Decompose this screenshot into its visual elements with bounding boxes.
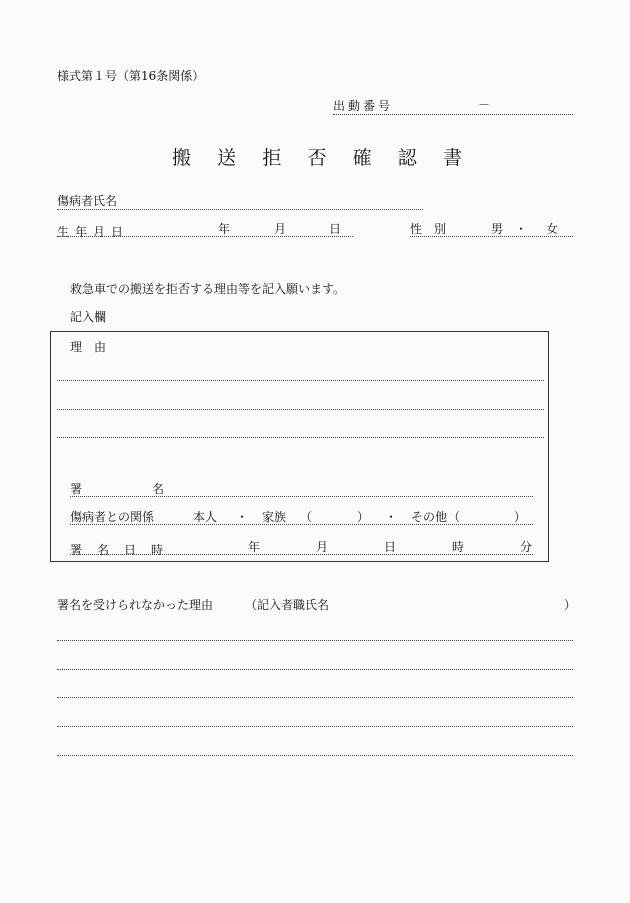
dob-char: 生 xyxy=(57,225,70,239)
relation-separator: ・ xyxy=(236,510,249,524)
sign-date-char: 日 xyxy=(123,543,136,557)
request-instruction: 救急車での搬送を拒否する理由等を記入願います。 xyxy=(70,282,346,296)
relation-family-open: （ xyxy=(300,510,313,524)
entry-box xyxy=(50,331,549,562)
dob-month-unit: 月 xyxy=(274,222,287,236)
unsigned-reason-line[interactable] xyxy=(57,669,573,670)
relation-label: 傷病者との関係 xyxy=(70,510,155,524)
dob-char: 年 xyxy=(74,225,87,239)
unsigned-reason-label: 署名を受けられなかった理由 xyxy=(57,598,214,612)
document-title xyxy=(172,143,462,169)
title-char: 認 xyxy=(397,147,417,169)
sex-male[interactable]: 男 xyxy=(491,222,504,236)
reason-line[interactable] xyxy=(57,380,544,381)
reason-line[interactable] xyxy=(57,437,544,438)
unsigned-reason-line[interactable] xyxy=(57,755,573,756)
sign-date-char: 名 xyxy=(96,543,109,557)
patient-name-label: 傷病者氏名 xyxy=(57,194,118,208)
dispatch-number-label: 出動番号 xyxy=(333,99,394,113)
dob-char: 月 xyxy=(92,225,105,239)
sign-day-unit: 日 xyxy=(384,540,397,554)
sign-year-unit: 年 xyxy=(248,540,261,554)
sign-date-field[interactable] xyxy=(70,554,533,555)
title-char: 否 xyxy=(307,147,327,169)
form-number: 様式第１号（第16条関係） xyxy=(57,69,205,83)
title-char: 書 xyxy=(442,147,462,169)
title-char: 確 xyxy=(352,147,372,169)
dob-field[interactable] xyxy=(57,236,353,237)
title-char: 送 xyxy=(217,147,237,169)
signature-field[interactable] xyxy=(70,496,533,497)
sign-hour-unit: 時 xyxy=(452,540,465,554)
dob-day-unit: 日 xyxy=(329,222,342,236)
entry-section-label: 記入欄 xyxy=(70,310,107,324)
signature-label-2: 名 xyxy=(152,482,165,496)
relation-other-open: （ xyxy=(448,510,461,524)
dob-year-unit: 年 xyxy=(218,222,231,236)
dispatch-number-separator: － xyxy=(478,98,491,112)
sex-female[interactable]: 女 xyxy=(546,222,559,236)
recorder-close-paren: ） xyxy=(564,598,577,612)
relation-family-close: ） xyxy=(357,510,370,524)
unsigned-reason-line[interactable] xyxy=(57,726,573,727)
dispatch-number-field[interactable] xyxy=(333,114,573,115)
sex-separator: ・ xyxy=(515,222,528,236)
relation-field xyxy=(70,524,533,525)
sign-date-char: 署 xyxy=(70,543,83,557)
relation-other[interactable]: その他 xyxy=(411,510,448,524)
sign-minute-unit: 分 xyxy=(520,540,533,554)
signature-label: 署 xyxy=(70,482,83,496)
sign-month-unit: 月 xyxy=(316,540,329,554)
title-char: 搬 xyxy=(172,147,192,169)
relation-self[interactable]: 本人 xyxy=(193,510,218,524)
sign-date-char: 時 xyxy=(150,543,163,557)
sex-field xyxy=(410,236,573,237)
patient-name-field[interactable] xyxy=(57,209,423,210)
relation-separator: ・ xyxy=(385,510,398,524)
relation-family[interactable]: 家族 xyxy=(262,510,287,524)
sign-date-label xyxy=(70,541,163,558)
dob-label xyxy=(57,223,123,240)
recorder-label: （記入者職氏名 xyxy=(245,598,330,612)
unsigned-reason-line[interactable] xyxy=(57,640,573,641)
title-char: 拒 xyxy=(262,147,282,169)
reason-line[interactable] xyxy=(57,409,544,410)
relation-other-close: ） xyxy=(514,510,527,524)
dob-char: 日 xyxy=(110,225,123,239)
sex-label: 性 別 xyxy=(410,222,447,236)
unsigned-reason-line[interactable] xyxy=(57,697,573,698)
reason-label: 理 由 xyxy=(70,340,107,354)
